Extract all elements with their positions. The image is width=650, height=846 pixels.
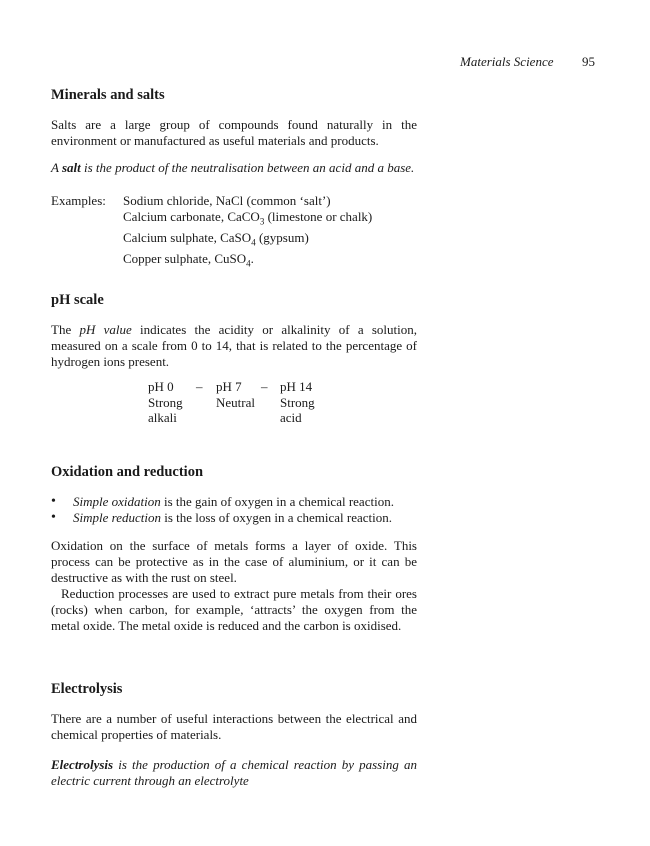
example-item [123,209,372,230]
ph-value: pH 14 [280,379,313,394]
subscript: 3 [259,216,265,227]
salt-term: salt [61,160,81,175]
list-item [51,494,421,510]
heading-minerals: Minerals and salts [51,87,165,103]
ph-value: pH 7 [216,379,242,394]
ph-para-text: indicates the acidity or alkalinity of a solution, measured on a scale from 0 to 14, that is related to the percentage of hydrogen ions present. [51,322,418,369]
example-text: Copper sulphate, CuSO [123,250,247,266]
subscript: 4 [246,258,251,269]
example-text: Calcium sulphate, CaSO [123,229,252,245]
salt-def-rest: is the product of the neutralisation between an acid and a base. [80,160,415,175]
example-text: Calcium carbonate, CaCO [123,208,260,224]
electrolysis-intro: There are a number of useful interactions between the electrical and chemical properties of materials. [51,711,417,742]
page-number: 95 [582,54,595,69]
salt-def-prefix: A [51,160,62,175]
ph-label: alkali [148,410,177,425]
bullet-text: is the gain of oxygen in a chemical reaction. [160,494,394,509]
examples-list [123,193,372,272]
ph-para-text: The [51,322,80,337]
example-text: (limestone or chalk) [264,208,373,224]
subscript: 4 [251,237,256,248]
oxidation-bullets [51,494,421,526]
example-item [123,193,372,209]
bullet-term: Simple oxidation [73,494,161,509]
ph-column [216,379,255,410]
ph-column [280,379,315,426]
ph-label: acid [280,410,302,425]
oxidation-paragraph: Oxidation on the surface of metals forms a layer of oxide. This process can be protective as in the case of aluminium, or it can be destructive as with the rust on steel. [51,538,417,585]
heading-oxidation: Oxidation and reduction [51,464,204,480]
heading-electrolysis: Electrolysis [51,681,123,697]
electrolysis-def-rest: is the production of a chemical reaction by passing an electric current through an electrolyte [51,757,417,788]
ph-paragraph [51,322,417,370]
ph-value-term: pH value [79,322,132,337]
example-item [123,230,372,251]
example-text: . [250,250,254,266]
bullet-text: is the loss of oxygen in a chemical reaction. [160,510,393,525]
example-item [123,251,372,272]
ph-label: Neutral [216,394,255,410]
ph-label: Strong [280,394,315,410]
minerals-intro: Salts are a large group of compounds found naturally in the environment or manufactured as useful materials and products. [51,117,417,148]
running-head-title: Materials Science [460,54,554,69]
ph-label: Strong [148,394,183,410]
list-item [51,510,421,526]
bullet-term: Simple reduction [73,510,161,525]
ph-separator: – [196,379,203,394]
example-text: (gypsum) [255,229,309,245]
examples-label: Examples: [51,193,106,208]
reduction-paragraph: Reduction processes are used to extract pure metals from their ores (rocks) when carbon, for example, ‘attracts’ the oxygen from the metal oxide. The metal oxide is reduced and the carbon is oxidised. [51,586,417,633]
electrolysis-term: Electrolysis [51,757,114,772]
ph-value: pH 0 [148,379,174,394]
electrolysis-definition [51,757,417,789]
example-text: Sodium chloride, NaCl (common ‘salt’) [123,193,331,208]
running-head [460,54,600,70]
ph-column [148,379,183,426]
salt-definition [51,160,417,176]
ph-separator: – [261,379,268,394]
heading-ph: pH scale [51,292,104,308]
